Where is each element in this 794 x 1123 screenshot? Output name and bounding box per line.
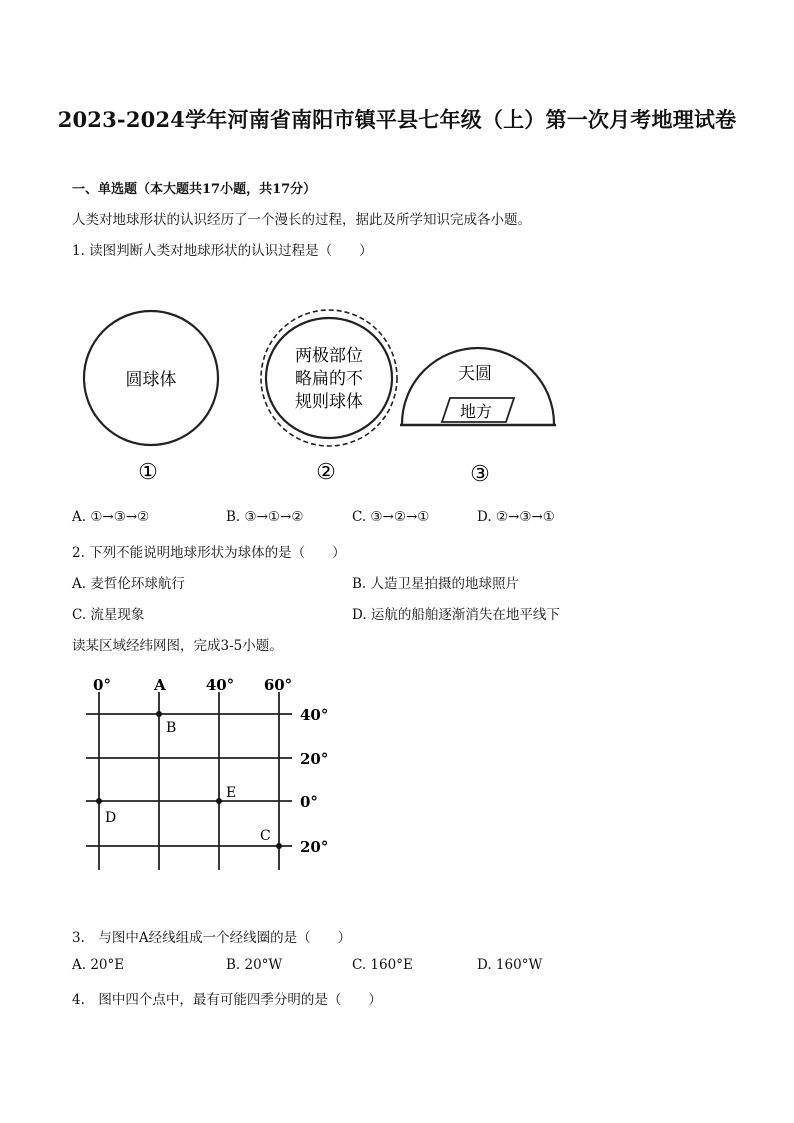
section-heading: 一、单选题（本大题共17小题，共17分） [72,182,317,197]
point-d-dot [96,798,102,804]
shape2-text-3: 规则球体 [295,392,363,412]
point-d-label: D [105,810,117,826]
earth-shape-figure [72,300,592,500]
shape3-earth-text: 地方 [459,402,493,421]
q2-option-a: A. 麦哲伦环球航行 [72,576,185,592]
q3-option-c: C. 160°E [352,957,413,973]
top-label-60: 60° [263,676,293,694]
q3-option-a: A. 20°E [72,957,125,973]
shape2-text-1: 两极部位 [295,346,363,366]
right-label-40: 40° [300,706,329,724]
q2-option-b: B. 人造卫星拍摄的地球照片 [352,576,520,592]
q1-option-b: B. ③→①→② [226,509,304,525]
right-label-20s: 20° [300,838,329,856]
point-b-dot [156,711,162,717]
page-title: 2023-2024学年河南省南阳市镇平县七年级（上）第一次月考地理试卷 [57,107,737,132]
figure-label-2: ② [316,460,336,485]
q1-option-d: D. ②→③→① [477,509,555,525]
question-1-stem: 1. 读图判断人类对地球形状的认识过程是（ ） [72,243,373,259]
question-3-stem: 3. 与图中A经线组成一个经线圈的是（ ） [72,930,352,946]
q2-option-c: C. 流星现象 [72,607,145,623]
point-c-label: C [260,828,271,844]
right-label-20: 20° [300,750,329,768]
q1-option-a: A. ①→③→② [72,509,150,525]
top-label-0: 0° [93,676,111,694]
point-e-label: E [226,785,237,801]
figure-label-3: ③ [470,462,490,487]
figure-label-1: ① [138,460,158,485]
q3-option-b: B. 20°W [226,957,283,973]
top-label-a: A [154,676,166,694]
intro-text-1: 人类对地球形状的认识经历了一个漫长的过程，据此及所学知识完成各小题。 [72,212,531,228]
graticule-figure [72,670,372,885]
q3-option-d: D. 160°W [477,957,543,973]
shape1-text: 圆球体 [125,370,177,390]
point-b-label: B [166,720,177,736]
shape2-text-2: 略扁的不 [295,369,363,389]
q2-option-d: D. 运航的船舶逐渐消失在地平线下 [352,607,560,623]
point-e-dot [216,798,222,804]
right-label-0: 0° [300,793,318,811]
q1-option-c: C. ③→②→① [352,509,430,525]
shape3-sky-text: 天圆 [458,364,492,384]
top-label-40: 40° [205,676,235,694]
point-c-dot [276,843,282,849]
question-4-stem: 4. 图中四个点中，最有可能四季分明的是（ ） [72,992,382,1008]
intro-text-2: 读某区域经纬网图，完成3-5小题。 [72,638,283,654]
question-2-stem: 2. 下列不能说明地球形状为球体的是（ ） [72,545,346,561]
